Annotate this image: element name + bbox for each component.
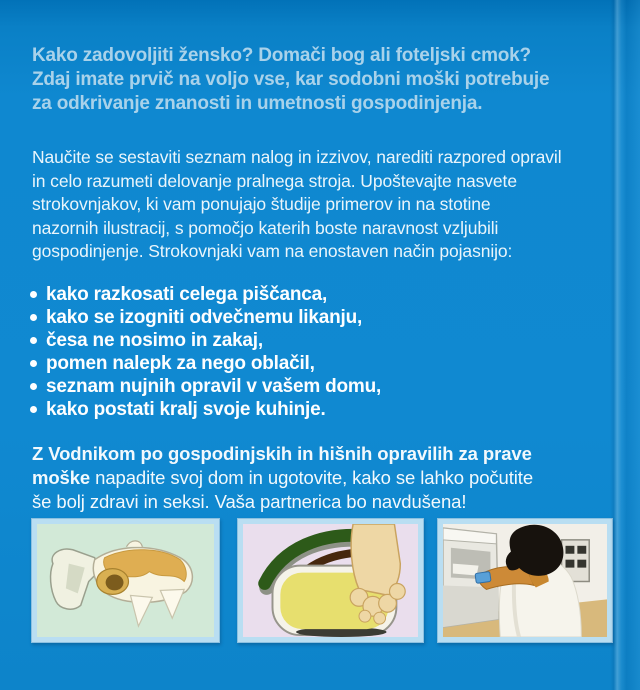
illustration-panel-kneading [237, 518, 424, 643]
list-item [30, 352, 381, 375]
bullet-dot-icon [30, 291, 37, 298]
illustration-panel-chicken [31, 518, 220, 643]
description-line: Naučite se sestaviti seznam nalog in izzivov, narediti razpored opravil [32, 147, 562, 167]
closing-line [32, 442, 533, 466]
bullet-text: seznam nujnih opravil v vašem domu, [46, 376, 382, 397]
bullet-text: kako se izogniti odvečnemu likanju, [46, 307, 363, 328]
intro-line: za odkrivanje znanosti in umetnosti gospodinjenja. [32, 93, 483, 114]
bullet-dot-icon [30, 406, 37, 413]
description-line: nazornih ilustracij, s pomočjo katerih boste naravnost vzljubili [32, 217, 499, 238]
description-line: gospodinjenje. Strokovnjaki vam na enostaven način pojasnijo: [32, 241, 513, 261]
panel-square [566, 546, 575, 554]
panel-square [577, 546, 586, 554]
closing-paragraph [32, 442, 533, 514]
description-line: strokovnjakov, ki vam ponujajo študije primerov in na stotine [32, 194, 491, 214]
book-title-bold: moške [32, 467, 91, 488]
bullet-dot-icon [30, 360, 37, 367]
list-item [30, 398, 381, 421]
list-item [30, 306, 381, 329]
closing-line [32, 466, 533, 490]
machine-interior-highlight [453, 564, 479, 576]
list-item [30, 375, 381, 398]
intro-paragraph [32, 44, 549, 116]
bullet-text: česa ne nosimo in zakaj, [46, 330, 263, 351]
fingertip [359, 610, 371, 622]
hands-kneading-dough-illustration [243, 524, 418, 637]
fingertip [374, 612, 386, 624]
bullet-text: kako razkosati celega piščanca, [46, 284, 328, 305]
list-item [30, 329, 381, 352]
bullet-text: kako postati kralj svoje kuhinje. [46, 399, 326, 420]
list-item [30, 283, 381, 306]
bullet-list [30, 283, 381, 421]
knuckle [389, 583, 405, 599]
closing-line [32, 490, 533, 514]
bullet-dot-icon [30, 337, 37, 344]
sponge [475, 572, 491, 584]
closing-text: še bolj zdravi in seksi. Vaša partnerica bo navdušena! [32, 491, 467, 512]
bullet-dot-icon [30, 383, 37, 390]
bullet-text: pomen nalepk za nego oblačil, [46, 353, 315, 374]
book-cover-edge [610, 0, 640, 690]
bullet-dot-icon [30, 314, 37, 321]
intro-line: Zdaj imate prvič na voljo vse, kar sodobni moški potrebuje [32, 69, 550, 90]
chicken-cavity [106, 575, 124, 591]
illustration-panel-cleaning [437, 518, 613, 643]
description-line: in celo razumeti delovanje pralnega stroja. Upoštevajte nasvete [32, 170, 517, 191]
man-cleaning-appliance-illustration [443, 524, 607, 637]
whole-raw-chicken-illustration [37, 524, 214, 637]
panel-square [577, 560, 586, 568]
description-paragraph [32, 146, 562, 264]
panel-square [566, 560, 575, 568]
book-title-bold: Z Vodnikom po gospodinjskih in hišnih opravilih za prave [32, 443, 532, 464]
closing-text: napadite svoj dom in ugotovite, kako se lahko počutite [90, 467, 534, 488]
intro-line: Kako zadovoljiti žensko? Domači bog ali foteljski cmok? [32, 45, 531, 66]
